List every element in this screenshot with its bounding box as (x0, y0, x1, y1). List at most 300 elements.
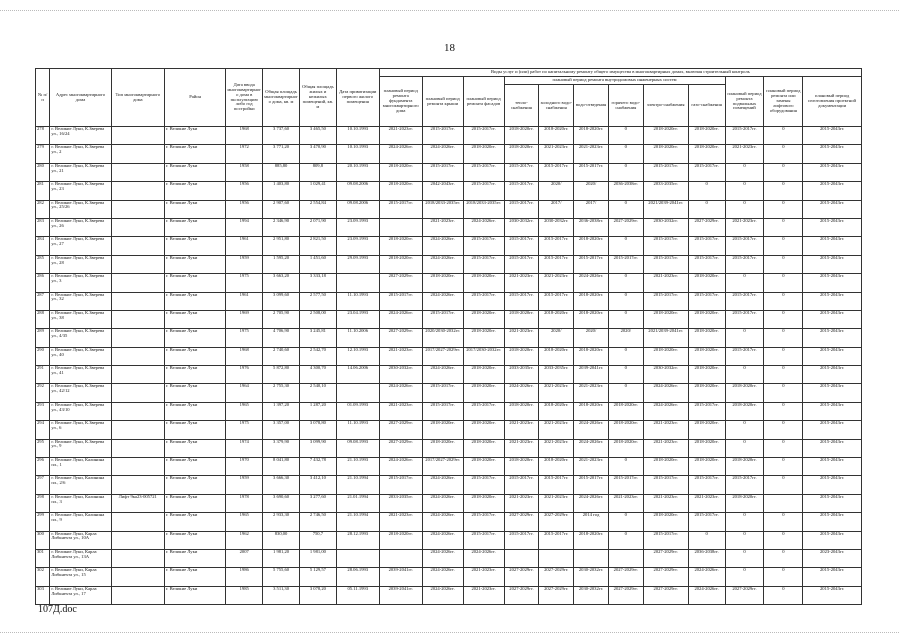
cell-planned-roof: 2017/2027-2029гг. (422, 347, 463, 365)
cell-district: г. Великие Луки (164, 218, 225, 236)
cell-residential-area: 3 078,20 (299, 586, 336, 604)
cell-num: 281 (36, 182, 50, 200)
cell-design-docs: 2015-2043гг. (803, 127, 862, 145)
cell-residential-area: 1 981,00 (299, 549, 336, 567)
cell-house-type (111, 366, 164, 384)
cell-total-area: 1 403,80 (263, 182, 300, 200)
cell-sewer: 2018-2020гг. (574, 292, 609, 310)
cell-planned-foundation: 2021-2023гг. (379, 127, 422, 145)
cell-sewer: 2018-2020гг. (574, 237, 609, 255)
cell-district: г. Великие Луки (164, 549, 225, 567)
cell-total-area: 2 755,30 (263, 384, 300, 402)
cell-privatization-date (336, 274, 379, 292)
cell-sewer: 2015-2017гг. (574, 255, 609, 273)
cell-residential-area: 1 029,41 (299, 182, 336, 200)
cell-planned-roof: 2024-2026гг. (422, 145, 463, 163)
cell-planned-foundation: 2018-2020гг. (379, 531, 422, 549)
cell-residential-area: 3 099,90 (299, 439, 336, 457)
cell-cold-water: 2021-2023гг. (539, 384, 574, 402)
cell-gas: 2015-2017гг. (688, 163, 725, 181)
cell-planned-facade: 2018-2020гг. (463, 329, 504, 347)
cell-num: 289 (36, 329, 50, 347)
cell-planned-roof: 2024-2026гг. (422, 531, 463, 549)
cell-planned-foundation (379, 218, 422, 236)
cell-design-docs: 2015-2043гг. (803, 513, 862, 531)
cell-house-type (111, 458, 164, 476)
cell-planned-facade: 2018-2020гг. (463, 421, 504, 439)
cell-planned-foundation (379, 549, 422, 567)
cell-commission-year: 1975 (226, 421, 263, 439)
cell-electric: 2021-2023гг. (643, 421, 688, 439)
cell-cold-water: 2027-2029гг. (539, 513, 574, 531)
cell-hot-water: 2027-2029гг. (608, 586, 643, 604)
table-row (36, 292, 862, 310)
cell-total-area: 3 737,60 (263, 127, 300, 145)
cell-commission-year: 1994 (226, 218, 263, 236)
cell-total-area: 2 951,80 (263, 237, 300, 255)
cell-house-type (111, 384, 164, 402)
cell-total-area: 2 346,90 (263, 218, 300, 236)
cell-num: 297 (36, 476, 50, 494)
table-row (36, 218, 862, 236)
cell-house-type (111, 292, 164, 310)
cell-planned-foundation: 2018-2020гг. (379, 237, 422, 255)
cell-electric: 2015-2017гг. (643, 476, 688, 494)
cell-hot-water: 2018-2020гг. (608, 402, 643, 420)
cell-gas: 0 (688, 531, 725, 549)
cell-planned-facade: 2018-2020гг. (463, 145, 504, 163)
cell-basement: 2021-2023гг. (725, 218, 764, 236)
header-residential-area: Общая площадь жилых и нежилых помещений, кв. м (299, 69, 336, 127)
cell-planned-foundation: 2021-2023гг. (379, 402, 422, 420)
table-row (36, 421, 862, 439)
cell-address: г. Великие Луки, К.Зверева ул., 6 (50, 421, 111, 439)
cell-num: 302 (36, 568, 50, 586)
table-row (36, 255, 862, 273)
cell-basement: 2018-2020гг. (725, 494, 764, 512)
cell-privatization-date: 14.06.2006 (336, 366, 379, 384)
cell-design-docs: 2015-2043гг. (803, 292, 862, 310)
table-row (36, 458, 862, 476)
cell-basement: 0 (725, 274, 764, 292)
cell-design-docs: 2015-2043гг. (803, 274, 862, 292)
cell-address: г. Великие Луки, К.Зверева ул., 3 (50, 274, 111, 292)
cell-basement: 0 (725, 182, 764, 200)
cell-design-docs: 2015-2043гг. (803, 255, 862, 273)
cell-planned-foundation: 2015-2017гг. (379, 200, 422, 218)
cell-planned-facade: 2024-2026гг. (463, 549, 504, 567)
cell-elevator: 0 (764, 163, 803, 181)
cell-num: 278 (36, 127, 50, 145)
cell-planned-foundation: 2039-2041гг. (379, 568, 422, 586)
cell-commission-year: 1968 (226, 347, 263, 365)
cell-sewer: 2030-2032гг. (574, 568, 609, 586)
table-row (36, 366, 862, 384)
cell-planned-facade: 2017/2030-2032гг. (463, 347, 504, 365)
cell-heat: 2030-2032гг. (504, 218, 539, 236)
cell-elevator: 0 (764, 310, 803, 328)
header-planned-roof: плановый период ремонта крыши (422, 77, 463, 127)
cell-address: г. Великие Луки, Карла Либкнехта ул., 17 (50, 586, 111, 604)
cell-cold-water: 2015-2017гг. (539, 237, 574, 255)
cell-basement: 2015-2017гг. (725, 255, 764, 273)
cell-address: г. Великие Луки, К.Зверева ул., 41 (50, 366, 111, 384)
table-row (36, 127, 862, 145)
cell-elevator: 0 (764, 255, 803, 273)
cell-house-type (111, 145, 164, 163)
cell-heat: 2015-2017гг. (504, 531, 539, 549)
cell-total-area: 4 706,90 (263, 329, 300, 347)
cell-electric: 2033-2035гг. (643, 182, 688, 200)
cell-privatization-date: 21.10.1993 (336, 458, 379, 476)
cell-heat: 2021-2023гг. (504, 329, 539, 347)
cell-planned-roof: 2024-2026гг. (422, 476, 463, 494)
cell-total-area: 8 041,80 (263, 458, 300, 476)
cell-gas: 2018-2020гг. (688, 366, 725, 384)
cell-planned-foundation: 2018-2020гг. (379, 182, 422, 200)
cell-commission-year: 1965 (226, 513, 263, 531)
cell-elevator: 0 (764, 237, 803, 255)
cell-residential-area: 2 542,70 (299, 347, 336, 365)
cell-gas: 0 (688, 182, 725, 200)
cell-commission-year: 1972 (226, 145, 263, 163)
cell-planned-facade: 2015-2017гг. (463, 292, 504, 310)
cell-hot-water: 0 (608, 274, 643, 292)
cell-num: 293 (36, 402, 50, 420)
cell-elevator: 0 (764, 366, 803, 384)
cell-total-area: 3 099,60 (263, 292, 300, 310)
cell-commission-year: 1956 (226, 200, 263, 218)
cell-hot-water: 2018-2020гг. (608, 439, 643, 457)
cell-electric: 2021/2039-2041гг. (643, 329, 688, 347)
cell-heat: 2018-2020гг. (504, 145, 539, 163)
cell-electric: 2027-2029гг. (643, 549, 688, 567)
cell-basement: 0 (725, 513, 764, 531)
cell-cold-water: 2021-2023гг. (539, 439, 574, 457)
cell-planned-facade: 2018-2020гг. (463, 274, 504, 292)
cell-planned-roof: 2021-2023гг. (422, 218, 463, 236)
cell-elevator: 0 (764, 402, 803, 420)
cell-planned-roof: 2018/2033-2035гг. (422, 200, 463, 218)
cell-elevator: 0 (764, 292, 803, 310)
header-privatization-date: Дата приватизации первого жилого помещения (336, 69, 379, 127)
table-row (36, 310, 862, 328)
cell-planned-facade: 2018-2020гг. (463, 494, 504, 512)
cell-district: г. Великие Луки (164, 513, 225, 531)
cell-cold-water: 2015-2017гг. (539, 163, 574, 181)
cell-gas: 2018-2020гг. (688, 421, 725, 439)
cell-privatization-date: 21.10.1994 (336, 513, 379, 531)
cell-address: г. Великие Луки, К.Зверева ул., 32 (50, 292, 111, 310)
cell-privatization-date: 10.10.1993 (336, 145, 379, 163)
cell-commission-year: 1978 (226, 494, 263, 512)
header-services-group: Виды услуг и (или) работ по капитальному ремонту общего имущества в многоквартирных домах, включая строительный контроль (379, 69, 861, 77)
cell-address: г. Великие Луки, Карла Либкнехта ул., 13А (50, 549, 111, 567)
cell-district: г. Великие Луки (164, 255, 225, 273)
cell-gas: 0 (688, 200, 725, 218)
cell-hot-water: 0 (608, 347, 643, 365)
cell-elevator: 0 (764, 513, 803, 531)
cell-district: г. Великие Луки (164, 200, 225, 218)
cell-gas: 2021-2023гг. (688, 494, 725, 512)
cell-sewer: 2024-2026гг. (574, 421, 609, 439)
cell-residential-area: 2 508,00 (299, 310, 336, 328)
cell-residential-area: 1 451,60 (299, 255, 336, 273)
cell-planned-roof: 2020/2030-2032гг. (422, 329, 463, 347)
cell-heat: 2027-2029гг. (504, 586, 539, 604)
table-row (36, 163, 862, 181)
table-row (36, 531, 862, 549)
cell-house-type (111, 439, 164, 457)
cell-heat: 2015-2017гг. (504, 237, 539, 255)
cell-residential-area: 5 129,57 (299, 568, 336, 586)
cell-residential-area: 3 470,90 (299, 145, 336, 163)
cell-hot-water: 0 (608, 292, 643, 310)
cell-elevator: 0 (764, 549, 803, 567)
cell-heat: 2015-2017гг. (504, 182, 539, 200)
cell-basement: 2018-2020гг. (725, 402, 764, 420)
cell-basement: 0 (725, 439, 764, 457)
cell-total-area: 1 397,20 (263, 402, 300, 420)
cell-commission-year: 1956 (226, 182, 263, 200)
cell-privatization-date: 09.08.1993 (336, 439, 379, 457)
cell-electric: 2021/2039-2041гг. (643, 200, 688, 218)
header-sewer: водо-отведения (574, 85, 609, 127)
cell-electric: 2015-2017гг. (643, 292, 688, 310)
cell-residential-area: 3 277,60 (299, 494, 336, 512)
cell-num: 285 (36, 255, 50, 273)
cell-num: 280 (36, 163, 50, 181)
cell-total-area: 1 595,20 (263, 255, 300, 273)
cell-num: 303 (36, 586, 50, 604)
cell-commission-year: 1959 (226, 476, 263, 494)
cell-address: г. Великие Луки, К.Зверева ул., 43/10 (50, 402, 111, 420)
cell-address: г. Великие Луки, К.Зверева ул., 26 (50, 218, 111, 236)
cell-house-type (111, 182, 164, 200)
cell-electric: 2021-2023гг. (643, 274, 688, 292)
cell-basement: 2015-2017гг. (725, 127, 764, 145)
cell-num: 282 (36, 200, 50, 218)
cell-cold-water: 2030-2032гг. (539, 218, 574, 236)
cell-basement: 2018-2020гг. (725, 384, 764, 402)
cell-planned-foundation: 2027-2029гг. (379, 421, 422, 439)
cell-planned-foundation: 2039-2041гг. (379, 586, 422, 604)
cell-planned-foundation: 2024-2026гг. (379, 458, 422, 476)
cell-planned-roof: 2042-2043гг. (422, 182, 463, 200)
cell-commission-year: 1961 (226, 237, 263, 255)
cell-design-docs: 2015-2043гг. (803, 586, 862, 604)
header-electric: электро-снабжения (643, 85, 688, 127)
cell-sewer: 2036-2038гг. (574, 218, 609, 236)
cell-planned-facade: 2015-2017гг. (463, 402, 504, 420)
cell-cold-water: 2015-2017гг. (539, 531, 574, 549)
cell-sewer: 2018-2020гг. (574, 310, 609, 328)
cell-district: г. Великие Луки (164, 366, 225, 384)
cell-district: г. Великие Луки (164, 310, 225, 328)
cell-basement: 2015-2017гг. (725, 237, 764, 255)
cell-total-area: 2 907,60 (263, 200, 300, 218)
cell-hot-water (608, 549, 643, 567)
cell-sewer: 2030-2032гг. (574, 586, 609, 604)
cell-gas: 2018-2020гг. (688, 145, 725, 163)
cell-sewer: 2018-2020гг. (574, 127, 609, 145)
cell-heat: 2033-2035гг. (504, 366, 539, 384)
cell-planned-facade: 2015-2017гг. (463, 476, 504, 494)
cell-heat: 2018-2020гг. (504, 402, 539, 420)
header-cold-water: холодного водо-снабжения (539, 85, 574, 127)
cell-gas: 2015-2017гг. (688, 255, 725, 273)
cell-district: г. Великие Луки (164, 329, 225, 347)
cell-privatization-date: 29.09.1993 (336, 255, 379, 273)
cell-basement: 0 (725, 421, 764, 439)
cell-cold-water: 2018-2020гг. (539, 310, 574, 328)
header-house-type: Тип многоквартирного дома (111, 69, 164, 127)
cell-num: 284 (36, 237, 50, 255)
cell-heat: 2018-2020гг. (504, 310, 539, 328)
cell-house-type (111, 329, 164, 347)
cell-hot-water: 2015-2017гг. (608, 255, 643, 273)
cell-commission-year: 1970 (226, 458, 263, 476)
cell-gas: 2015-2017гг. (688, 237, 725, 255)
cell-house-type (111, 402, 164, 420)
cell-privatization-date: 23.04.1993 (336, 310, 379, 328)
cell-house-type (111, 237, 164, 255)
cell-planned-foundation: 2033-2035гг. (379, 494, 422, 512)
cell-hot-water: 0 (608, 145, 643, 163)
cell-elevator: 0 (764, 218, 803, 236)
cell-district: г. Великие Луки (164, 182, 225, 200)
cell-planned-roof: 2024-2026гг. (422, 513, 463, 531)
cell-planned-roof: 2024-2026гг. (422, 586, 463, 604)
cell-planned-foundation: 2021-2023гг. (379, 347, 422, 365)
cell-sewer: 2018-2020гг. (574, 531, 609, 549)
cell-electric: 2027-2029гг. (643, 568, 688, 586)
cell-house-type (111, 586, 164, 604)
cell-design-docs: 2015-2043гг. (803, 439, 862, 457)
cell-planned-roof: 2024-2026гг. (422, 366, 463, 384)
header-elevator: плановый период ремонта или замены лифтового оборудования (764, 77, 803, 127)
header-engineering-group: плановый период ремонта внутридомовых инженерных систем (504, 77, 725, 85)
cell-elevator (764, 494, 803, 512)
cell-gas: 2018-2020гг. (688, 384, 725, 402)
cell-planned-facade: 2015-2017гг. (463, 513, 504, 531)
cell-sewer: 2024-2026гг. (574, 494, 609, 512)
cell-commission-year: 1958 (226, 163, 263, 181)
cell-basement: 2015-2017гг. (725, 310, 764, 328)
cell-num: 298 (36, 494, 50, 512)
cell-num: 292 (36, 384, 50, 402)
header-planned-foundation: плановый период ремонта фундамента многоквартирного дома (379, 77, 422, 127)
cell-planned-foundation: 2024-2026гг. (379, 384, 422, 402)
cell-electric: 2015-2017гг. (643, 531, 688, 549)
cell-cold-water: 2021-2023гг. (539, 145, 574, 163)
cell-gas: 2018-2020гг. (688, 458, 725, 476)
cell-design-docs: 2015-2043гг. (803, 329, 862, 347)
cell-address: г. Великие Луки, К.Зверева ул., 28 (50, 255, 111, 273)
cell-residential-area: 3 245,81 (299, 329, 336, 347)
cell-planned-foundation: 2030-2032гг. (379, 366, 422, 384)
cell-electric: 2015-2017гг. (643, 163, 688, 181)
cell-planned-roof: 2024-2026гг. (422, 237, 463, 255)
cell-num: 279 (36, 145, 50, 163)
cell-residential-area: 2 540,10 (299, 384, 336, 402)
cell-district: г. Великие Луки (164, 458, 225, 476)
cell-design-docs: 2015-2043гг. (803, 163, 862, 181)
header-planned-facade: плановый период ремонта фасадов (463, 77, 504, 127)
cell-electric: 2021-2023гг. (643, 439, 688, 457)
cell-residential-area: 3 333,18 (299, 274, 336, 292)
cell-planned-foundation: 2027-2029гг. (379, 274, 422, 292)
cell-planned-facade: 2015-2017гг. (463, 127, 504, 145)
cell-address: г. Великие Луки, К.Зверева ул., 42/12 (50, 384, 111, 402)
cell-cold-water: 2021-2023гг. (539, 421, 574, 439)
cell-gas: 2018-2020гг. (688, 347, 725, 365)
header-hot-water: горячего водо-снабжения (608, 85, 643, 127)
header-design-docs: плановый период изготовления проектной документации (803, 77, 862, 127)
cell-house-type (111, 568, 164, 586)
cell-district: г. Великие Луки (164, 439, 225, 457)
cell-basement: 2015-2017гг. (725, 347, 764, 365)
cell-hot-water: 2027-2029гг. (608, 218, 643, 236)
table-row (36, 384, 862, 402)
cell-address: г. Великие Луки, Карла Либкнехта ул., 15 (50, 568, 111, 586)
cell-address: г. Великие Луки, К.Зверева ул., 27 (50, 237, 111, 255)
cell-num: 290 (36, 347, 50, 365)
cell-district: г. Великие Луки (164, 494, 225, 512)
repair-schedule-table-wrap (35, 68, 862, 605)
cell-electric: 2018-2020гг. (643, 127, 688, 145)
cell-electric: 2018-2020гг. (643, 347, 688, 365)
cell-address: г. Великие Луки, К.Зверева ул., 2 (50, 145, 111, 163)
cell-sewer: 2020/ (574, 182, 609, 200)
cell-planned-roof: 2015-2017гг. (422, 163, 463, 181)
cell-design-docs: 2015-2043гг. (803, 476, 862, 494)
cell-hot-water: 0 (608, 200, 643, 218)
table-row (36, 513, 862, 531)
cell-total-area: 2 705,90 (263, 310, 300, 328)
cell-gas: 2015-2017гг. (688, 402, 725, 420)
cell-planned-facade: 2018-2020гг. (463, 458, 504, 476)
cell-privatization-date: 28.06.1993 (336, 568, 379, 586)
cell-heat: 2015-2017гг. (504, 476, 539, 494)
cell-planned-facade: 2021-2023гг. (463, 586, 504, 604)
cell-address: г. Великие Луки, К.Зверева ул., 4/35 (50, 329, 111, 347)
cell-basement: 0 (725, 200, 764, 218)
header-address: Адрес многоквартирного дома (50, 69, 111, 127)
cell-heat: 2021-2023гг. (504, 274, 539, 292)
cell-num: 299 (36, 513, 50, 531)
cell-sewer: 2021-2023гг. (574, 384, 609, 402)
cell-house-type (111, 255, 164, 273)
table-row (36, 586, 862, 604)
header-total-area: Общая площадь многоквартирного дома, кв. м (263, 69, 300, 127)
cell-planned-roof: 2024-2026гг. (422, 292, 463, 310)
cell-sewer: 2020/ (574, 329, 609, 347)
cell-privatization-date: 01.09.1993 (336, 402, 379, 420)
cell-electric: 2015-2017гг. (643, 237, 688, 255)
cell-gas: 2015-2017гг. (688, 292, 725, 310)
cell-planned-facade: 2015-2017гг. (463, 237, 504, 255)
cell-house-type (111, 218, 164, 236)
cell-gas: 2036-2038гг. (688, 549, 725, 567)
cell-district: г. Великие Луки (164, 421, 225, 439)
cell-heat: 2018-2020гг. (504, 127, 539, 145)
cell-elevator: 0 (764, 531, 803, 549)
cell-privatization-date: 21.01.1994 (336, 494, 379, 512)
cell-heat: 2018-2020гг. (504, 347, 539, 365)
cell-address: г. Великие Луки, Карла Либкнехта ул., 10А (50, 531, 111, 549)
cell-planned-foundation: 2015-2017гг. (379, 292, 422, 310)
